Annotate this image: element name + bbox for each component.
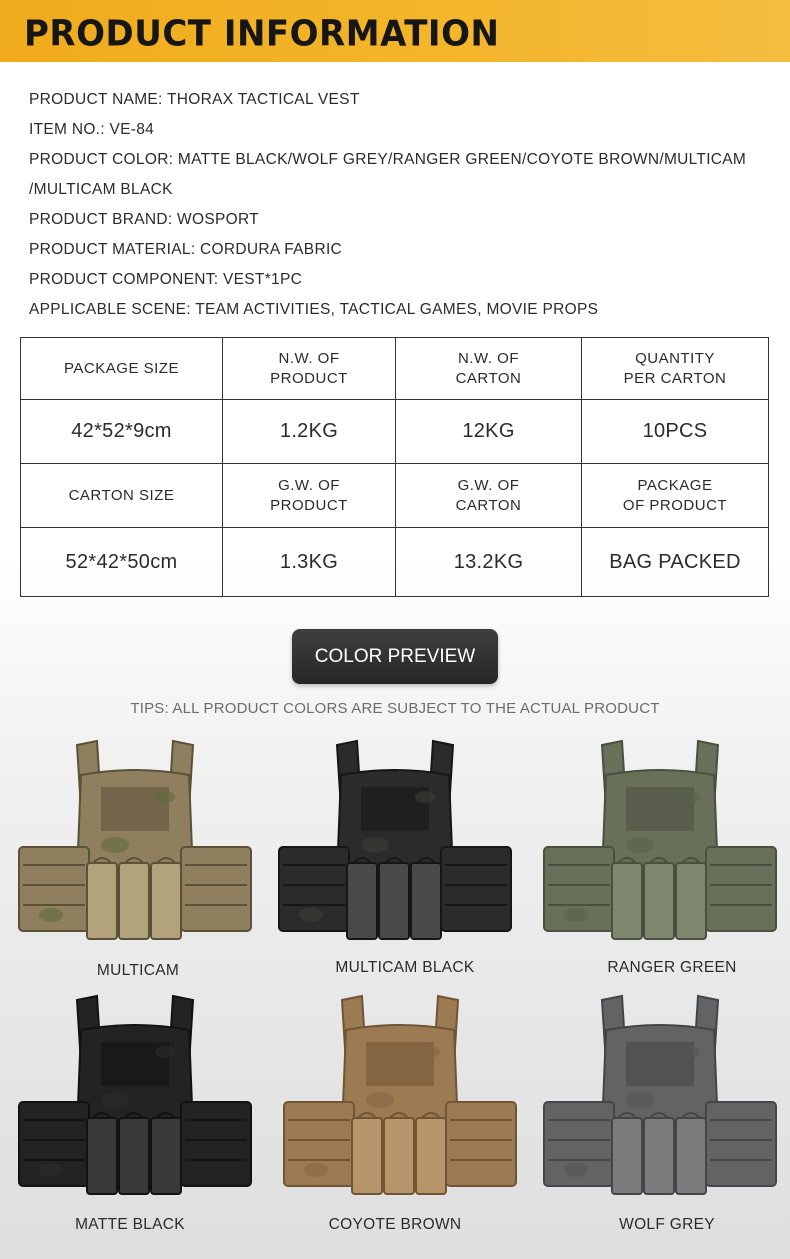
spec-header-cell: N.W. OF CARTON [396,338,582,400]
magazine-pouch [411,863,441,939]
vest-image-multicam-black [275,735,515,950]
magazine-pouch [119,1118,149,1194]
page-title: PRODUCT INFORMATION [24,13,500,55]
magazine-pouch [676,1118,706,1194]
header-banner [0,0,790,62]
color-label-multicam-black: MULTICAM BLACK [335,959,475,976]
camo-spot [680,791,700,803]
info-product-brand: PRODUCT BRAND: WOSPORT [29,211,259,228]
spec-value-cell: 1.3KG [223,528,396,597]
magazine-pouch [151,1118,181,1194]
spec-header-cell: G.W. OF PRODUCT [223,464,396,528]
vest-image-coyote-brown [280,990,520,1205]
cummerbund-right [441,847,511,931]
magazine-pouch [644,863,674,939]
spec-header-cell: CARTON SIZE [21,464,223,528]
spec-header-cell: QUANTITY PER CARTON [582,338,769,400]
camo-spot [564,1163,588,1177]
color-preview-button[interactable]: COLOR PREVIEW [292,629,498,684]
spec-header-cell: PACKAGE SIZE [21,338,223,400]
product-info [29,90,746,330]
color-label-coyote-brown: COYOTE BROWN [328,1216,462,1233]
camo-spot [420,1046,440,1058]
spec-header-cell: G.W. OF CARTON [396,464,582,528]
camo-spot [564,908,588,922]
camo-spot [101,1092,129,1108]
color-label-ranger-green: RANGER GREEN [607,959,737,976]
magazine-pouch [676,863,706,939]
info-product-component: PRODUCT COMPONENT: VEST*1PC [29,271,303,288]
info-applicable-scene: APPLICABLE SCENE: TEAM ACTIVITIES, TACTICAL GAMES, MOVIE PROPS [29,301,599,318]
vest-image-wolf-grey [540,990,780,1205]
cummerbund-right [446,1102,516,1186]
spec-value-cell: BAG PACKED [582,528,769,597]
camo-spot [304,1163,328,1177]
spec-header-cell: N.W. OF PRODUCT [223,338,396,400]
magazine-pouch [644,1118,674,1194]
spec-value-cell: 10PCS [582,400,769,464]
color-label-matte-black: MATTE BLACK [75,1216,185,1233]
magazine-pouch [612,1118,642,1194]
magazine-pouch [416,1118,446,1194]
magazine-pouch [347,863,377,939]
magazine-pouch [384,1118,414,1194]
vest-image-multicam [15,735,255,950]
camo-spot [39,1163,63,1177]
magazine-pouch [352,1118,382,1194]
spec-value-row [21,400,769,464]
spec-value-cell: 42*52*9cm [21,400,223,464]
vest-image-ranger-green [540,735,780,950]
magazine-pouch [151,863,181,939]
spec-value-cell: 52*42*50cm [21,528,223,597]
camo-spot [101,837,129,853]
spec-value-row [21,528,769,597]
spec-value-cell: 13.2KG [396,528,582,597]
info-product-color: PRODUCT COLOR: MATTE BLACK/WOLF GREY/RANGER GREEN/COYOTE BROWN/MULTICAM [29,151,747,168]
camo-spot [626,837,654,853]
info-product-color-cont: /MULTICAM BLACK [29,181,173,198]
camo-spot [39,908,63,922]
info-product-name: PRODUCT NAME: THORAX TACTICAL VEST [29,91,360,108]
magazine-pouch [612,863,642,939]
camo-spot [155,791,175,803]
magazine-pouch [379,863,409,939]
camo-spot [415,791,435,803]
vest-image-matte-black [15,990,255,1205]
spec-value-cell: 1.2KG [223,400,396,464]
cummerbund-right [181,847,251,931]
magazine-pouch [87,1118,117,1194]
camo-spot [680,1046,700,1058]
cummerbund-right [181,1102,251,1186]
camo-spot [299,908,323,922]
camo-spot [361,837,389,853]
cummerbund-right [706,847,776,931]
spec-header-row [21,338,769,400]
magazine-pouch [87,863,117,939]
color-label-multicam: MULTICAM [96,962,180,979]
camo-spot [366,1092,394,1108]
color-label-wolf-grey: WOLF GREY [619,1216,715,1233]
spec-header-row [21,464,769,528]
spec-header-cell: PACKAGE OF PRODUCT [582,464,769,528]
spec-table [20,337,769,597]
camo-spot [626,1092,654,1108]
cummerbund-right [706,1102,776,1186]
info-item-no: ITEM NO.: VE-84 [29,121,155,138]
spec-value-cell: 12KG [396,400,582,464]
color-tips: TIPS: ALL PRODUCT COLORS ARE SUBJECT TO THE ACTUAL PRODUCT [130,700,660,717]
magazine-pouch [119,863,149,939]
info-product-material: PRODUCT MATERIAL: CORDURA FABRIC [29,241,343,258]
camo-spot [155,1046,175,1058]
